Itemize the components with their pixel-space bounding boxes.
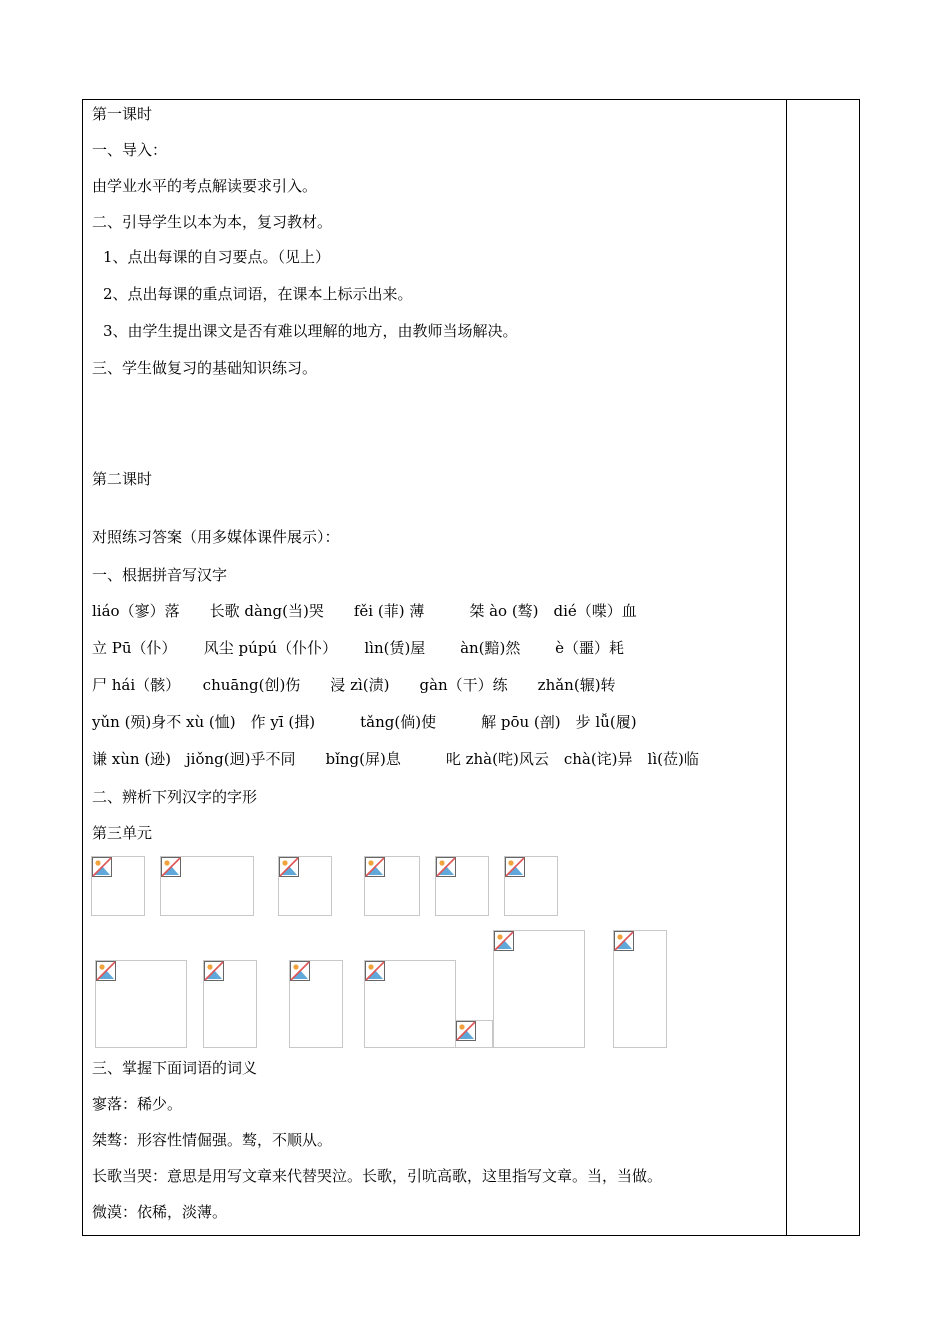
missing-image [160, 856, 254, 916]
image-placeholder-icon [279, 857, 299, 877]
lesson1-section2-heading: 二、引导学生以本为本，复习教材。 [92, 213, 333, 231]
image-placeholder-icon [290, 961, 310, 981]
image-placeholder-icon [505, 857, 525, 877]
lesson2-title: 第二课时 [92, 470, 153, 488]
missing-image [289, 960, 343, 1048]
image-placeholder-icon [494, 931, 514, 951]
lesson1-section3-heading: 三、学生做复习的基础知识练习。 [92, 359, 318, 377]
lesson1-section1-text: 由学业水平的考点解读要求引入。 [92, 177, 318, 195]
image-placeholder-icon [92, 857, 112, 877]
table-column-divider [786, 100, 787, 1235]
lesson-table [82, 99, 860, 1236]
pinyin-row: liáo（寥）落 长歌 dàng(当)哭 fěi (菲) 薄 桀 ào (骜) dié（喋）血 [92, 602, 637, 620]
missing-image [455, 1020, 493, 1048]
missing-image [493, 930, 585, 1048]
image-placeholder-icon [436, 857, 456, 877]
image-placeholder-icon [365, 961, 385, 981]
missing-image [91, 856, 145, 916]
lesson1-section1-heading: 一、导入： [92, 141, 168, 159]
lesson1-section2-item: 3、由学生提出课文是否有难以理解的地方，由教师当场解决。 [103, 322, 518, 340]
missing-image [364, 856, 420, 916]
pinyin-row: 立 Pū（仆） 风尘 púpú（仆仆） lìn(赁)屋 àn(黯)然 è（噩）耗 [92, 639, 625, 657]
lesson1-title: 第一课时 [92, 105, 153, 123]
missing-image [95, 960, 187, 1048]
lesson1-section2-item: 2、点出每课的重点词语，在课本上标示出来。 [103, 285, 413, 303]
image-placeholder-icon [614, 931, 634, 951]
image-placeholder-icon [96, 961, 116, 981]
missing-image [504, 856, 558, 916]
missing-image [613, 930, 667, 1048]
unit-label: 第三单元 [92, 824, 153, 842]
image-placeholder-icon [456, 1021, 476, 1041]
vocab-item: 桀骜：形容性情倔强。骜，不顺从。 [92, 1131, 333, 1149]
missing-image [364, 960, 456, 1048]
vocab-item: 寥落：稀少。 [92, 1095, 183, 1113]
missing-image [203, 960, 257, 1048]
image-placeholder-icon [365, 857, 385, 877]
vocab-item: 微漠：依稀，淡薄。 [92, 1203, 228, 1221]
lesson1-section2-item: 1、点出每课的自习要点。（见上） [103, 248, 331, 266]
lesson2-intro: 对照练习答案（用多媒体课件展示）： [92, 528, 340, 546]
pinyin-row: 谦 xùn (逊) jiǒng(迥)乎不同 bǐng(屏)息 叱 zhà(咤)风云 chà(诧)异 lì(莅)临 [92, 750, 699, 768]
image-placeholder-icon [204, 961, 224, 981]
image-placeholder-icon [161, 857, 181, 877]
pinyin-row: 尸 hái（骸） chuāng(创)伤 浸 zì(渍) gàn（干）练 zhǎn(辗)转 [92, 676, 616, 694]
part3-heading: 三、掌握下面词语的词义 [92, 1059, 258, 1077]
missing-image [435, 856, 489, 916]
vocab-item: 长歌当哭：意思是用写文章来代替哭泣。长歌，引吭高歌，这里指写文章。当，当做。 [92, 1167, 663, 1185]
part2-heading: 二、辨析下列汉字的字形 [92, 788, 258, 806]
pinyin-row: yǔn (殒)身不 xù (恤) 作 yī (揖) tǎng(倘)使 解 pōu (剖) 步 lǚ(履) [92, 713, 637, 731]
missing-image [278, 856, 332, 916]
part1-heading: 一、根据拼音写汉字 [92, 566, 228, 584]
